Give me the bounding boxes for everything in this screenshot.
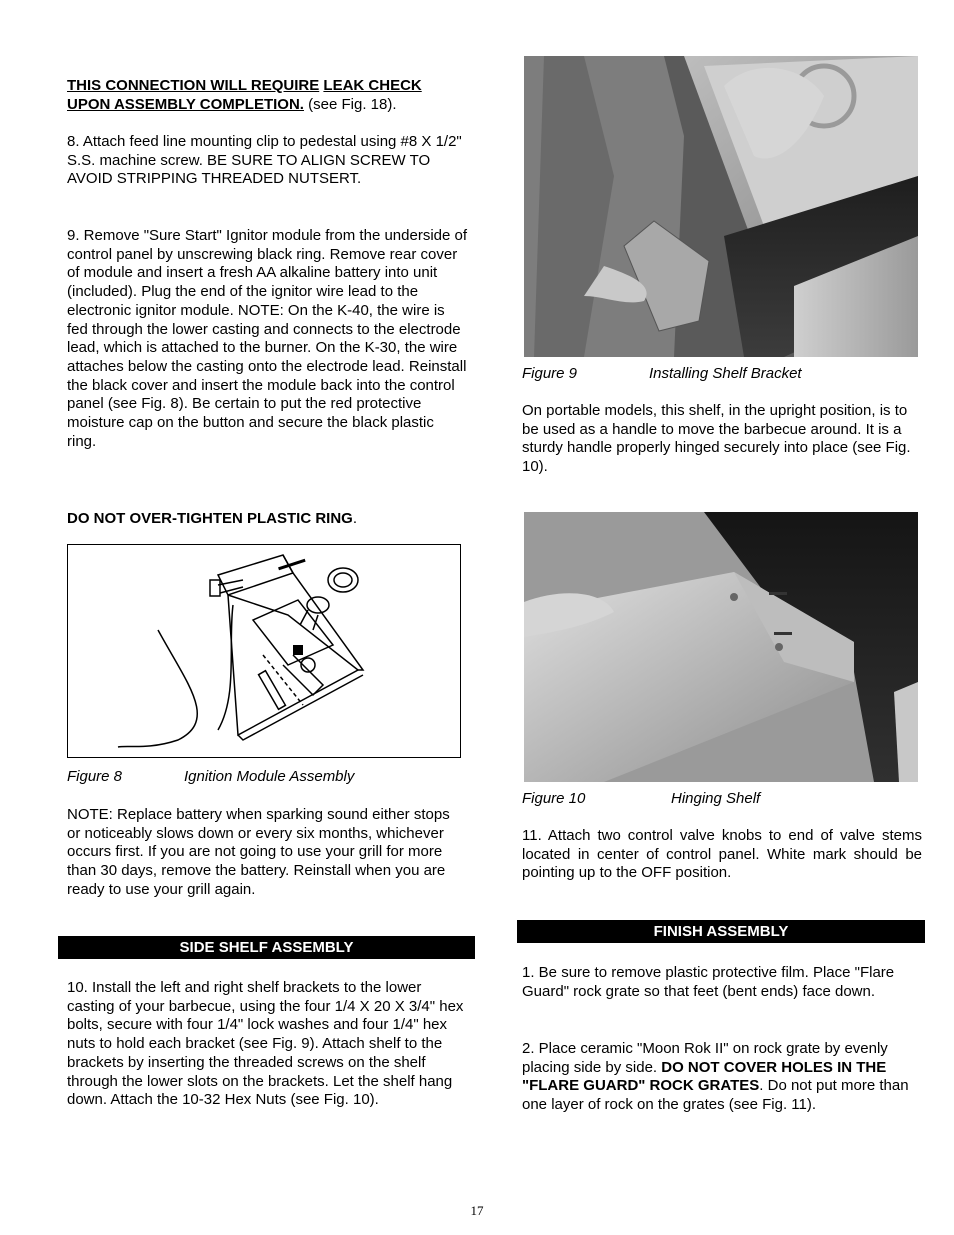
figure-10-caption bbox=[522, 790, 760, 807]
step-10-text: 10. Install the left and right shelf brackets to the lower casting of your barbecue, using the four 1/4 X 20 X 3/4" hex bolts, secure with four 1/4" lock washes and four 1/4" hex nuts to hold each bracket (see Fig. 9). Attach shelf to the brackets by inserting the threaded screws on the shelf through the lower slots on the brackets. Let the shelf hang down. Attach the 10-32 Hex Nuts (see Fig. 10). bbox=[67, 979, 464, 1109]
figure-8-label: Figure 8 bbox=[67, 768, 123, 785]
hinging-shelf-photo bbox=[524, 512, 918, 782]
finish-step-2-warning: DO NOT COVER HOLES IN THE "FLARE GUARD" ROCK GRATES bbox=[522, 1058, 887, 1095]
portable-models-text: On portable models, this shelf, in the upright position, is to be used as a handle to move the barbecue around. It is a sturdy handle properly hinged securely into place (see Fig. 10). bbox=[522, 402, 911, 476]
finish-step-2 bbox=[522, 1040, 922, 1115]
leak-check-warning bbox=[67, 77, 467, 114]
warning-part1: THIS CONNECTION WILL REQUIRE bbox=[67, 77, 320, 94]
figure-10-label: Figure 10 bbox=[522, 790, 586, 807]
figure-10-title: Hinging Shelf bbox=[671, 790, 761, 807]
overtighten-tail: . bbox=[352, 510, 358, 527]
finish-step-2-part-a: 2. Place ceramic "Moon Rok II" on rock grate by evenly placing side by side. bbox=[522, 1040, 888, 1076]
step-11-text: 11. Attach two control valve knobs to end of valve stems located in center of control panel. White mark should be pointing up to the OFF position. bbox=[522, 827, 922, 882]
finish-step-1: 1. Be sure to remove plastic protective film. Place "Flare Guard" rock grate so that feet (bent ends) face down. bbox=[522, 964, 895, 1000]
installing-shelf-bracket-photo bbox=[524, 56, 918, 357]
warning-tail: (see Fig. 18). bbox=[303, 95, 397, 113]
figure-9-caption bbox=[522, 365, 802, 382]
warning-part2: LEAK CHECK UPON ASSEMBLY COMPLETION. bbox=[67, 77, 422, 113]
ignition-module-illustration bbox=[68, 545, 460, 757]
step-8-text: 8. Attach feed line mounting clip to pedestal using #8 X 1/2" S.S. machine screw. BE SURE TO ALIGN SCREW TO AVOID STRIPPING THREADED NUTSERT. bbox=[67, 133, 462, 188]
step-9-text: 9. Remove "Sure Start" Ignitor module from the underside of control panel by unscrewing black ring. Remove rear cover of module and insert a fresh AA alkaline battery into unit (included). Plug the end of the ignitor wire lead to the electronic ignitor module. NOTE: On the K-40, the wire is fed through the lower casting and connects to the electrode lead, which is attached to the burner. On the K-30, the wire attaches below the casting onto the electrode lead. Reinstall the black cover and insert the module back into the control panel (see Fig. 8). Be certain to put the red protective moisture cap on the button and secure the black plastic ring. bbox=[67, 227, 468, 450]
figure-9-label: Figure 9 bbox=[522, 365, 578, 382]
overtighten-warning bbox=[67, 510, 467, 529]
page-number: 17 bbox=[470, 1203, 484, 1218]
overtighten-bold: DO NOT OVER-TIGHTEN PLASTIC RING bbox=[67, 510, 353, 527]
figure-8-drawing bbox=[67, 544, 461, 758]
figure-9-photo bbox=[524, 56, 918, 357]
finish-step-2-part-b: . Do not put more than one layer of rock on the grates (see Fig. 11). bbox=[522, 1077, 909, 1114]
side-shelf-assembly-header: SIDE SHELF ASSEMBLY bbox=[58, 936, 475, 959]
finish-assembly-header: FINISH ASSEMBLY bbox=[517, 920, 925, 943]
battery-note: NOTE: Replace battery when sparking sound either stops or noticeably slows down or every six months, whichever occurs first. If you are not going to use your grill for more than 30 days, remove the battery. Reinstall when you are ready to use your grill again. bbox=[67, 806, 450, 898]
figure-8-caption bbox=[67, 768, 354, 785]
figure-9-title: Installing Shelf Bracket bbox=[649, 365, 802, 382]
figure-8-title: Ignition Module Assembly bbox=[184, 768, 355, 785]
figure-10-photo bbox=[524, 512, 918, 782]
